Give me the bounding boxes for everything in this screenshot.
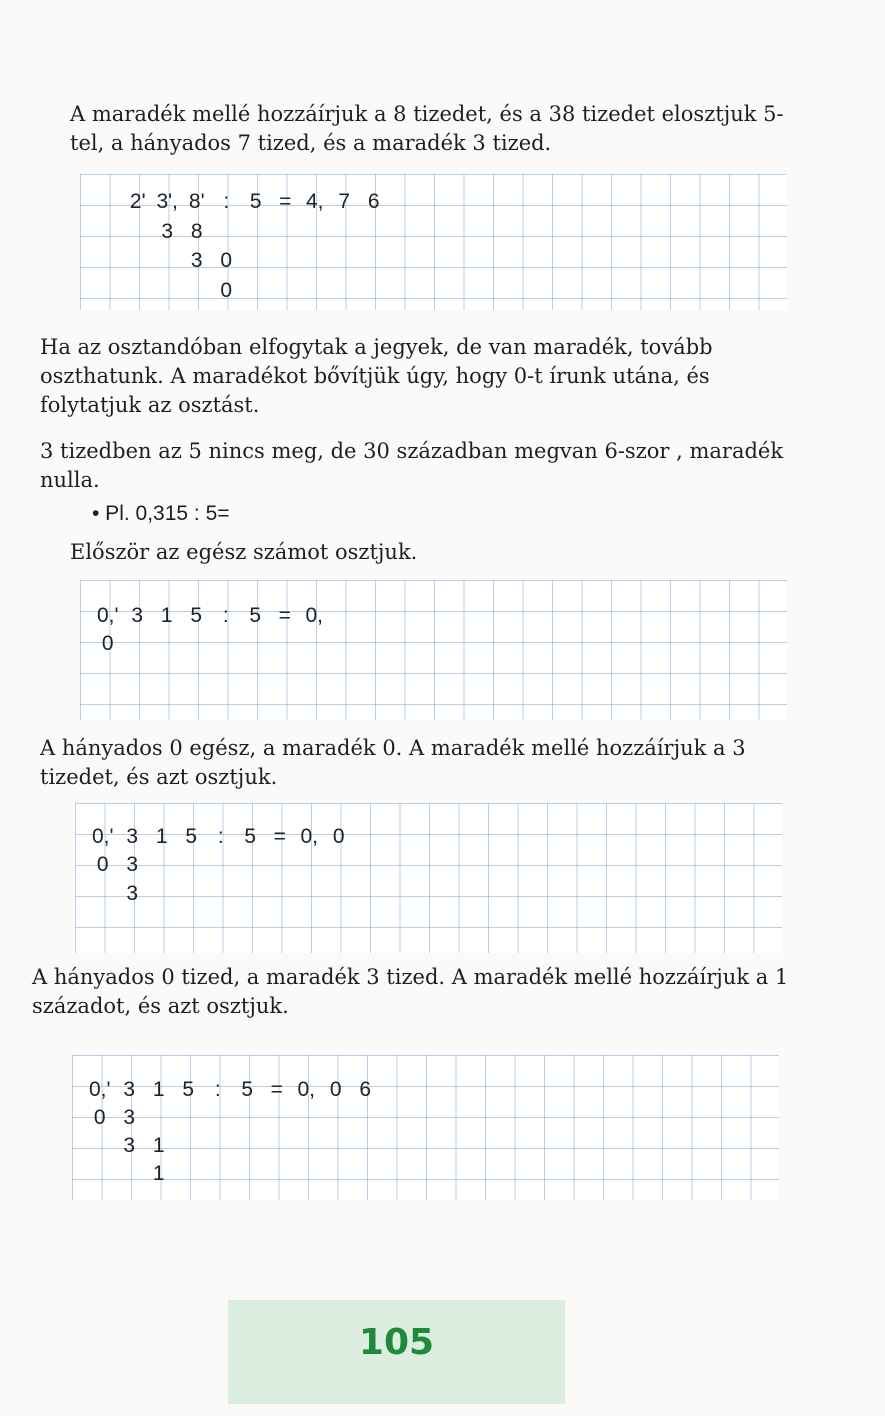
division-cell: 3 bbox=[123, 1134, 136, 1157]
division-cell: 8 bbox=[190, 220, 203, 243]
division-grid-3 bbox=[75, 803, 782, 953]
division-cell: 0, bbox=[300, 825, 318, 848]
division-cell: = bbox=[273, 825, 286, 848]
division-cell: 3 bbox=[190, 249, 203, 272]
division-row bbox=[88, 849, 147, 880]
division-grid-1 bbox=[80, 174, 787, 310]
division-cell: : bbox=[223, 190, 230, 213]
division-cell: 0,' bbox=[96, 604, 119, 627]
division-cell: : bbox=[222, 604, 229, 627]
division-row bbox=[85, 1102, 144, 1133]
division-cell: 7 bbox=[338, 190, 351, 213]
division-cell: 0, bbox=[305, 604, 323, 627]
division-cell: 4, bbox=[305, 190, 324, 213]
division-cell: 3', bbox=[156, 190, 179, 213]
division-cell: 5 bbox=[249, 604, 262, 627]
division-row bbox=[123, 186, 389, 217]
division-cell: 1 bbox=[152, 1078, 165, 1101]
division-cell: 5 bbox=[185, 825, 198, 848]
division-cell: 0 bbox=[332, 825, 345, 848]
division-cell: 5 bbox=[190, 604, 203, 627]
paragraph-whole-first: Először az egész számot osztjuk. bbox=[70, 540, 418, 564]
division-cell: = bbox=[279, 190, 292, 213]
division-cell: 0 bbox=[93, 1106, 106, 1129]
division-grid-2 bbox=[80, 580, 787, 720]
division-row bbox=[85, 1074, 380, 1105]
division-cell: 1 bbox=[152, 1162, 165, 1185]
division-cell: 1 bbox=[160, 604, 173, 627]
division-cell: = bbox=[270, 1078, 283, 1101]
division-cell: 0 bbox=[329, 1078, 342, 1101]
division-row bbox=[123, 275, 241, 306]
division-cell: 0,' bbox=[91, 825, 114, 848]
paragraph-remainder-extension: Ha az osztandóban elfogytak a jegyek, de van maradék, tovább oszthatunk. A maradékot bővítjük úgy, hogy 0-t írunk utána, és folytatjuk az osztást. bbox=[40, 335, 713, 417]
division-cell: 3 bbox=[123, 1078, 136, 1101]
division-cell: 0 bbox=[220, 249, 233, 272]
division-cell: 5 bbox=[182, 1078, 195, 1101]
division-row bbox=[123, 245, 241, 276]
division-cell: 6 bbox=[359, 1078, 372, 1101]
division-cell: 5 bbox=[244, 825, 257, 848]
division-row bbox=[123, 216, 212, 247]
division-cell: 1 bbox=[152, 1134, 165, 1157]
page-number: 105 bbox=[358, 1322, 435, 1363]
division-cell: 0,' bbox=[88, 1078, 111, 1101]
division-cell: 3 bbox=[123, 1106, 136, 1129]
division-cell: : bbox=[214, 1078, 221, 1101]
paragraph-zero-whole: A hányados 0 egész, a maradék 0. A maradék mellé hozzáírjuk a 3 tizedet, és azt osztjuk. bbox=[40, 736, 746, 789]
division-cell: 3 bbox=[126, 825, 139, 848]
division-row bbox=[85, 1158, 174, 1189]
paragraph-hundredths: 3 tizedben az 5 nincs meg, de 30 században megvan 6-szor , maradék nulla. bbox=[40, 439, 784, 492]
division-row bbox=[88, 821, 354, 852]
division-cell: 3 bbox=[126, 853, 139, 876]
division-cell: 8' bbox=[188, 190, 205, 213]
division-grid-4 bbox=[72, 1055, 779, 1200]
division-row bbox=[85, 1130, 174, 1161]
division-cell: = bbox=[278, 604, 291, 627]
division-cell: 0 bbox=[96, 853, 109, 876]
division-cell: 2' bbox=[129, 190, 146, 213]
paragraph-tenths-division: A maradék mellé hozzáírjuk a 8 tizedet, és a 38 tizedet elosztjuk 5-tel, a hányados 7 tized, és a maradék 3 tized. bbox=[70, 102, 784, 155]
division-cell: 6 bbox=[367, 190, 380, 213]
division-cell: 1 bbox=[155, 825, 168, 848]
division-row bbox=[88, 878, 147, 909]
division-cell: 0, bbox=[297, 1078, 315, 1101]
division-cell: 3 bbox=[161, 220, 174, 243]
division-cell: 3 bbox=[131, 604, 144, 627]
division-cell: 5 bbox=[249, 190, 262, 213]
paragraph-zero-tenths: A hányados 0 tized, a maradék 3 tized. A maradék mellé hozzáírjuk a 1 századot, és azt osztjuk. bbox=[32, 965, 789, 1018]
division-cell: 0 bbox=[220, 279, 233, 302]
division-row bbox=[93, 600, 329, 631]
division-row bbox=[93, 628, 123, 659]
division-cell: 5 bbox=[241, 1078, 254, 1101]
division-cell: : bbox=[217, 825, 224, 848]
division-cell: 3 bbox=[126, 882, 139, 905]
example-label: • Pl. 0,315 : 5= bbox=[92, 502, 230, 525]
division-cell: 0 bbox=[101, 632, 114, 655]
